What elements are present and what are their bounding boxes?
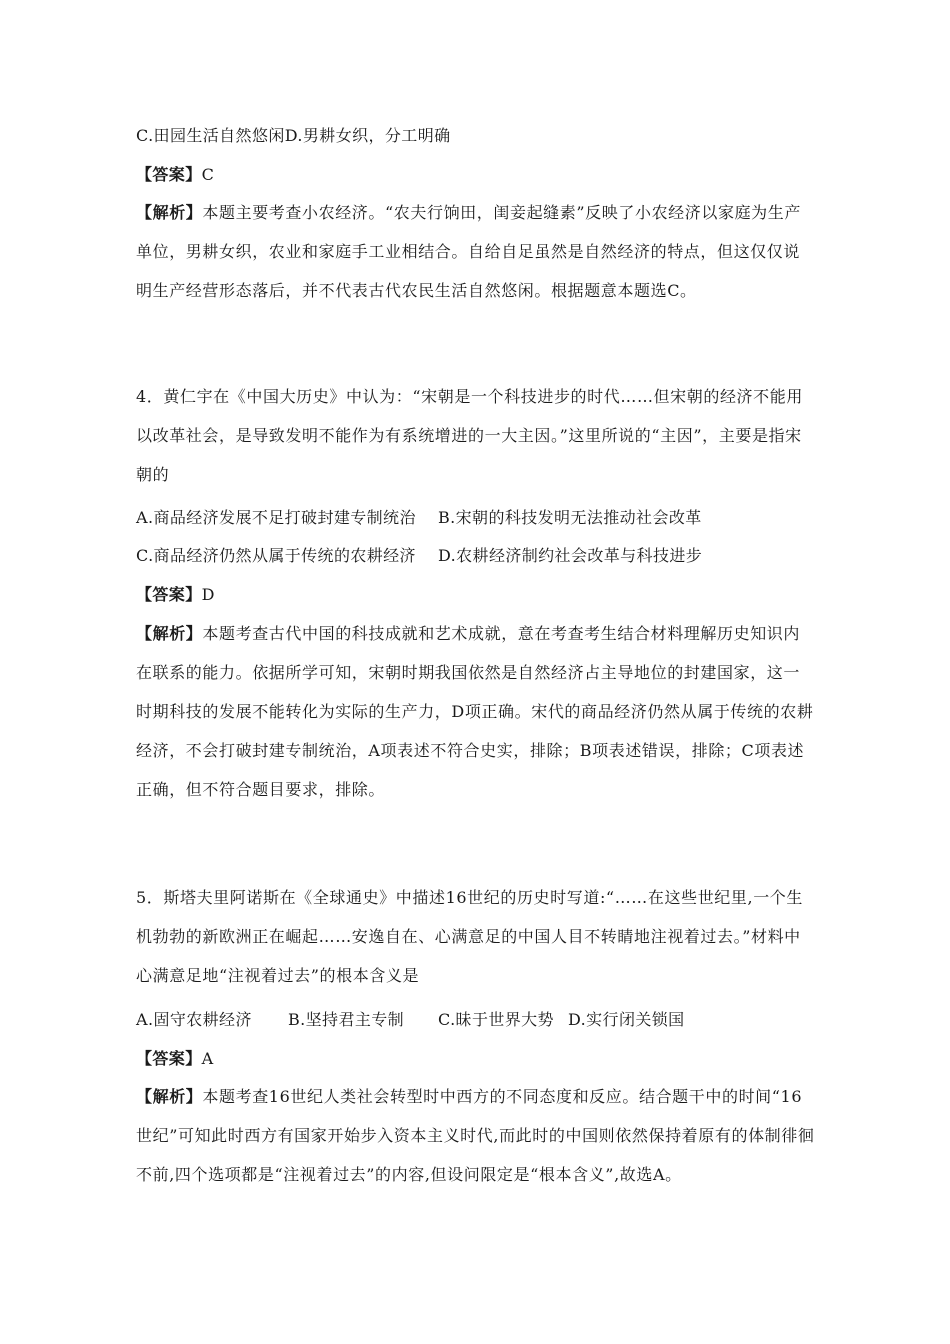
q5-option-d: D.实行闭关锁国 (568, 1010, 685, 1029)
q3-answer-value: C (201, 165, 215, 184)
q5-analysis-text: 本题考查16世纪人类社会转型时中西方的不同态度和反应。结合题干中的时间“16世纪”可知此时西方有国家开始步入资本主义时代,而此时的中国则依然保持着原有的体制徘徊不前,四个选项都是“注视着过去”的内容,但设问限定是“根本含义”,故选A。 (136, 1087, 815, 1184)
q5-option-b: B.坚持君主专制 (288, 1010, 405, 1029)
q5-answer-value: A (201, 1049, 214, 1068)
q3-options-cd: C.田园生活自然悠闲D.男耕女织，分工明确 (136, 126, 451, 145)
q5-analysis-label: 【解析】 (136, 1087, 203, 1106)
q5-options (136, 1010, 826, 1030)
q4-answer-value: D (201, 585, 215, 604)
q3-answer (136, 165, 826, 185)
q4-option-b: B.宋朝的科技发明无法推动社会改革 (438, 508, 702, 527)
q4-options-cd (136, 546, 826, 566)
q3-answer-label: 【答案】 (136, 165, 202, 184)
q4-analysis-text: 本题考查古代中国的科技成就和艺术成就，意在考查考生结合材料理解历史知识内在联系的能力。依据所学可知，宋朝时期我国依然是自然经济占主导地位的封建国家，这一时期科技的发展不能转化为实际的生产力，D项正确。宋代的商品经济仍然从属于传统的农耕经济，不会打破封建专制统治，A项表述不符合史实，排除；B项表述错误，排除；C项表述正确，但不符合题目要求，排除。 (136, 624, 814, 799)
q4-stem-text: 4．黄仁宇在《中国大历史》中认为：“宋朝是一个科技进步的时代……但宋朝的经济不能用以改革社会，是导致发明不能作为有系统增进的一大主因。”这里所说的“主因”，主要是指宋朝的 (136, 387, 803, 484)
q4-option-a: A.商品经济发展不足打破封建专制统治 (136, 508, 416, 527)
q5-answer-label: 【答案】 (136, 1049, 202, 1068)
q5-stem-text: 5．斯塔夫里阿诺斯在《全球通史》中描述16世纪的历史时写道:“……在这些世纪里,一个生机勃勃的新欧洲正在崛起……安逸自在、心满意足的中国人目不转睛地注视着过去。”材料中心满意足地“注视着过去”的根本含义是 (136, 888, 803, 985)
q4-answer-label: 【答案】 (136, 585, 202, 604)
q5-option-c: C.昧于世界大势 (438, 1010, 554, 1029)
q4-analysis-label: 【解析】 (136, 624, 203, 643)
q5-stem (136, 878, 816, 995)
q5-option-a: A.固守农耕经济 (136, 1010, 252, 1029)
q3-analysis-label: 【解析】 (136, 203, 203, 222)
q5-analysis (136, 1077, 816, 1194)
q4-analysis (136, 614, 816, 809)
q4-stem (136, 377, 816, 494)
q3-analysis (136, 193, 816, 310)
q4-option-d: D.农耕经济制约社会改革与科技进步 (438, 546, 703, 565)
q5-answer (136, 1049, 826, 1069)
q4-options-ab (136, 508, 826, 528)
q3-analysis-text: 本题主要考查小农经济。“农夫行饷田，闺妾起缝素”反映了小农经济以家庭为生产单位，男耕女织，农业和家庭手工业相结合。自给自足虽然是自然经济的特点，但这仅仅说明生产经营形态落后，并不代表古代农民生活自然悠闲。根据题意本题选C。 (136, 203, 801, 300)
q4-answer (136, 585, 826, 605)
q4-option-c: C.商品经济仍然从属于传统的农耕经济 (136, 546, 416, 565)
